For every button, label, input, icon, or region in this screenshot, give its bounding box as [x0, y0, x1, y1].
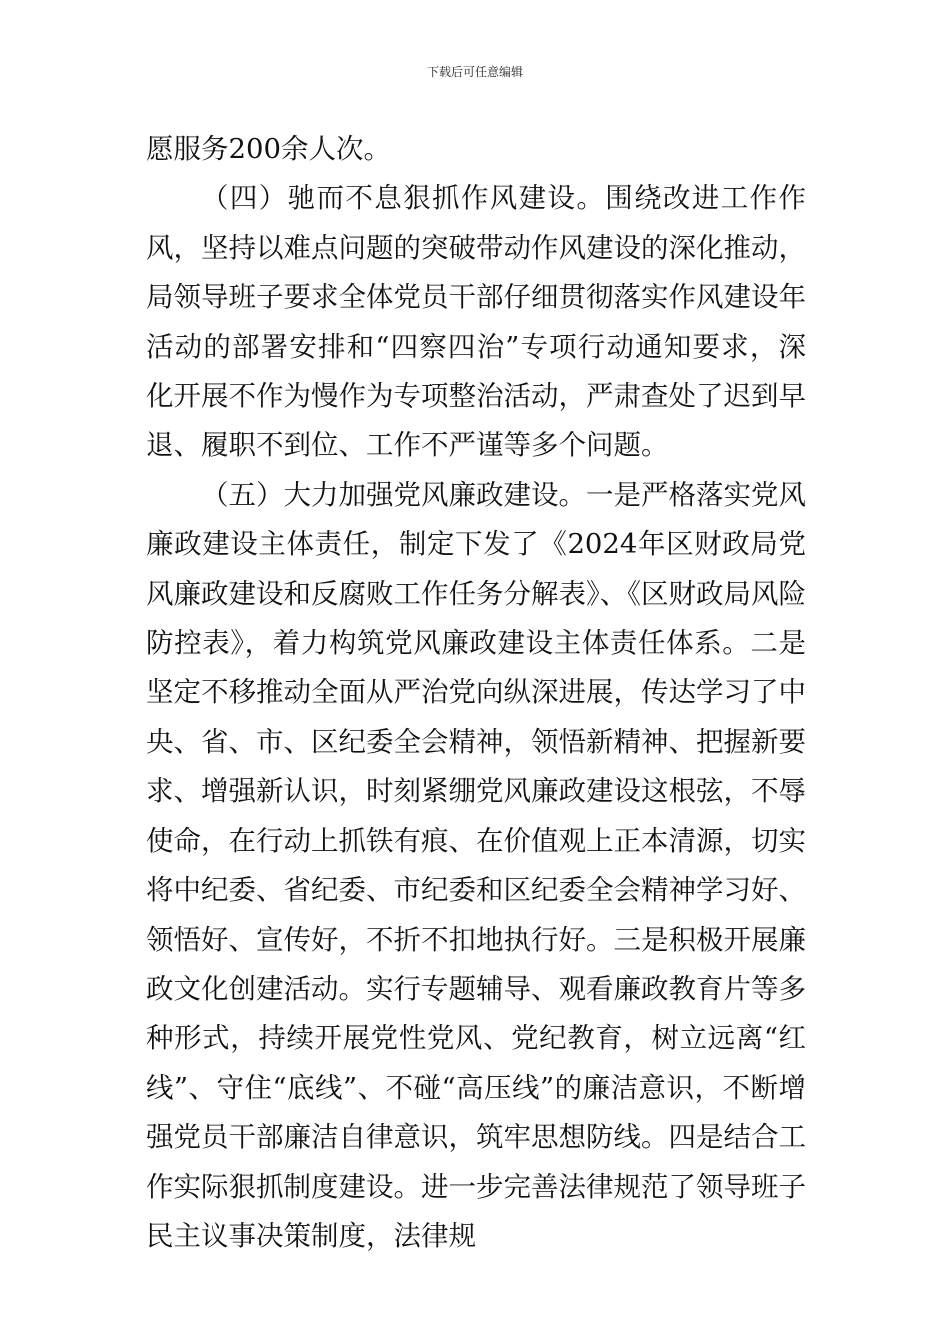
- paragraph-section-four: （四）驰而不息狠抓作风建设。围绕改进工作作风，坚持以难点问题的突破带动作风建设的深化推动，局领导班子要求全体党员干部仔细贯彻落实作风建设年活动的部署安排和“四察四治”专项行动通知要求，深化开展不作为慢作为专项整治活动，严肃查处了迟到早退、履职不到位、工作不严谨等多个问题。: [146, 182, 806, 462]
- page-header: 下载后可任意编辑: [426, 65, 523, 79]
- paragraph-continuation: 愿服务200余人次。: [146, 133, 391, 165]
- paragraph-section-five: （五）大力加强党风廉政建设。一是严格落实党风廉政建设主体责任，制定下发了《2024年区财政局党风廉政建设和反腐败工作任务分解表》、《区财政局风险防控表》，着力构筑党风廉政建设主体责任体系。二是坚定不移推动全面从严治党向纵深进展，传达学习了中央、省、市、区纪委全会精神，领悟新精神、把握新要求、增强新认识，时刻紧绷党风廉政建设这根弦，不辱使命，在行动上抓铁有痕、在价值观上正本清源，切实将中纪委、省纪委、市纪委和区纪委全会精神学习好、领悟好、宣传好，不折不扣地执行好。三是积极开展廉政文化创建活动。实行专题辅导、观看廉政教育片等多种形式，持续开展党性党风、党纪教育，树立远离“红线”、守住“底线”、不碰“高压线”的廉洁意识，不断增强党员干部廉洁自律意识，筑牢思想防线。四是结合工作实际狠抓制度建设。进一步完善法律规范了领导班子民主议事决策制度，法律规: [146, 478, 806, 1252]
- document-body: [146, 125, 806, 1261]
